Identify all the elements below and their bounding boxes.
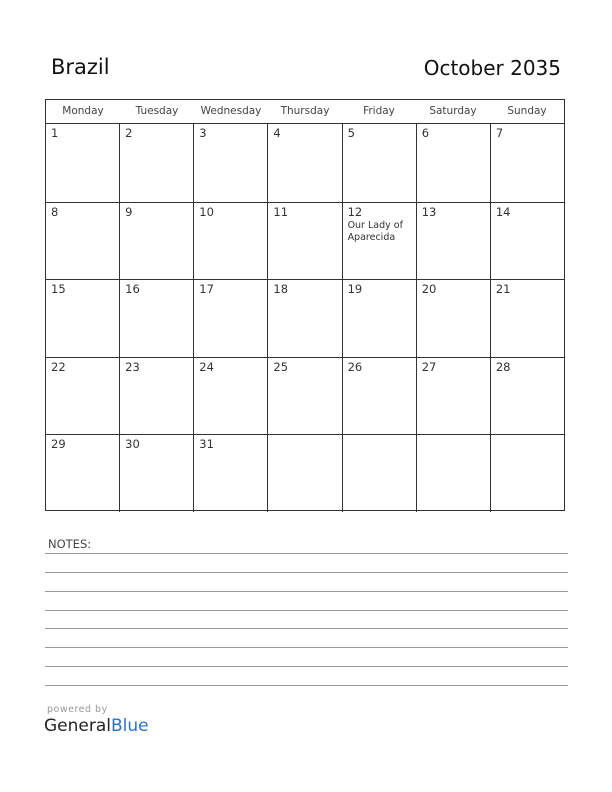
day-number: 18 <box>273 282 289 297</box>
brand-blue: Blue <box>111 716 149 736</box>
day-number: 20 <box>421 282 437 297</box>
day-number: 13 <box>421 204 437 219</box>
day-number: 9 <box>125 204 133 219</box>
brand-general: General <box>44 716 111 736</box>
day-cell <box>119 280 193 357</box>
month-title: October 2035 <box>423 56 561 80</box>
day-number: 10 <box>199 204 214 219</box>
day-number: 16 <box>125 282 140 297</box>
week-row <box>46 202 564 280</box>
weekday-header <box>46 100 564 124</box>
day-number: 8 <box>51 204 59 219</box>
day-number: 27 <box>421 359 437 374</box>
day-cell <box>193 358 267 435</box>
week-row <box>46 434 564 512</box>
country-title: Brazil <box>51 55 110 79</box>
day-cell <box>193 435 267 512</box>
day-number: 4 <box>273 126 281 140</box>
week-row <box>46 124 564 202</box>
day-cell <box>490 435 564 512</box>
calendar-grid <box>45 99 565 511</box>
day-number: 30 <box>125 437 140 452</box>
day-number: 31 <box>199 437 214 452</box>
day-number: 7 <box>495 126 504 140</box>
weeks-container <box>46 124 564 512</box>
day-cell <box>267 280 341 357</box>
day-number: 22 <box>51 359 66 374</box>
day-number: 5 <box>347 126 355 140</box>
notes-line <box>45 628 568 629</box>
day-number: 29 <box>51 437 66 452</box>
day-cell <box>416 203 490 280</box>
day-cell <box>416 358 490 435</box>
day-cell <box>490 124 564 202</box>
weekday-label: Tuesday <box>135 105 179 117</box>
holiday-label: Our Lady of Aparecida <box>347 219 403 243</box>
day-number: 23 <box>125 359 140 374</box>
day-number: 28 <box>495 359 511 374</box>
day-cell <box>342 203 416 280</box>
day-number: 1 <box>51 126 59 140</box>
day-cell <box>342 358 416 435</box>
weekday-label: Friday <box>363 105 395 117</box>
notes-line <box>45 685 568 686</box>
day-cell <box>267 358 341 435</box>
day-cell <box>267 203 341 280</box>
weekday-label: Saturday <box>429 105 477 117</box>
day-cell <box>490 358 564 435</box>
powered-by-text: powered by <box>47 704 108 715</box>
weekday-label: Wednesday <box>200 105 262 117</box>
notes-line <box>45 610 568 611</box>
day-number: 26 <box>347 359 363 374</box>
day-cell <box>119 358 193 435</box>
notes-line <box>45 572 568 573</box>
day-number: 3 <box>199 126 207 140</box>
day-cell <box>46 203 119 280</box>
day-number: 19 <box>347 282 363 297</box>
day-cell <box>342 124 416 202</box>
notes-label: NOTES: <box>48 537 92 551</box>
notes-line <box>45 553 568 554</box>
day-cell <box>193 280 267 357</box>
brand-logo[interactable] <box>44 716 149 736</box>
day-cell <box>267 435 341 512</box>
day-cell <box>267 124 341 202</box>
week-row <box>46 357 564 435</box>
day-number: 17 <box>199 282 214 297</box>
day-cell <box>416 280 490 357</box>
day-cell <box>119 203 193 280</box>
day-cell <box>490 203 564 280</box>
day-cell <box>46 435 119 512</box>
day-cell <box>119 435 193 512</box>
day-cell <box>46 124 119 202</box>
weekday-label: Monday <box>62 105 104 117</box>
day-number: 11 <box>273 204 289 219</box>
notes-line <box>45 591 568 592</box>
day-cell <box>490 280 564 357</box>
notes-line <box>45 647 568 648</box>
day-cell <box>342 435 416 512</box>
day-cell <box>342 280 416 357</box>
day-number: 24 <box>199 359 214 374</box>
day-number: 6 <box>421 126 430 140</box>
day-cell <box>416 435 490 512</box>
day-cell <box>193 124 267 202</box>
day-cell <box>46 280 119 357</box>
day-number: 2 <box>125 126 133 140</box>
weekday-label: Sunday <box>507 105 547 117</box>
notes-line <box>45 666 568 667</box>
day-cell <box>416 124 490 202</box>
day-cell <box>46 358 119 435</box>
day-cell <box>119 124 193 202</box>
day-number: 12 <box>347 204 363 219</box>
day-number: 14 <box>495 204 511 219</box>
day-cell <box>193 203 267 280</box>
day-number: 21 <box>495 282 511 297</box>
day-number: 25 <box>273 359 289 374</box>
week-row <box>46 279 564 357</box>
weekday-label: Thursday <box>280 105 330 117</box>
day-number: 15 <box>51 282 66 297</box>
